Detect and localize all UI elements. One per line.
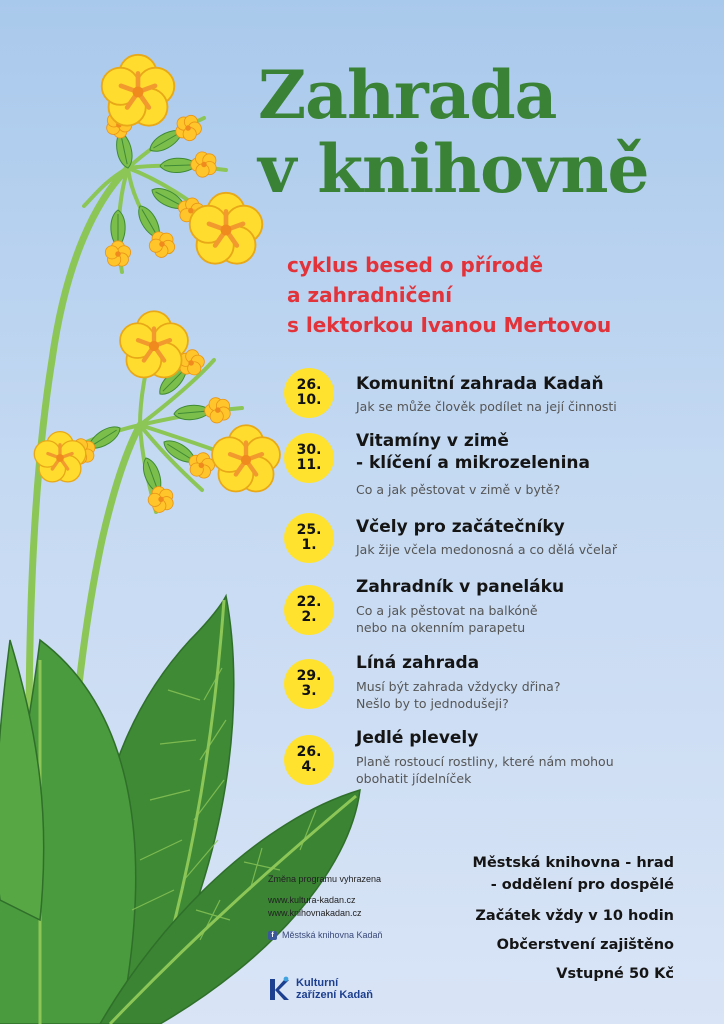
event-desc-line: obohatit jídelníček xyxy=(356,771,472,786)
logo-line-1: Kulturní xyxy=(296,977,339,989)
website-link[interactable]: www.kultura-kadan.cz xyxy=(268,895,356,905)
subtitle xyxy=(287,250,611,340)
facebook-label: Městská knihovna Kadaň xyxy=(282,930,383,940)
date-day: 22. xyxy=(296,594,322,610)
event-title-line: Včely pro začátečníky xyxy=(356,517,565,537)
event-info xyxy=(473,852,674,983)
date-month: 2. xyxy=(301,609,317,625)
facebook-link[interactable] xyxy=(268,930,383,940)
k-logo-icon xyxy=(268,976,290,1002)
event-title-line: Komunitní zahrada Kadaň xyxy=(356,374,604,394)
refreshment-note: Občerstvení zajištěno xyxy=(496,937,674,953)
event-desc-line: Planě rostoucí rostliny, které nám mohou xyxy=(356,754,614,769)
event-title-line: Vitamíny v zimě xyxy=(356,431,509,451)
date-badge xyxy=(284,659,334,709)
start-time: Začátek vždy v 10 hodin xyxy=(475,908,674,924)
event-desc-line: Jak žije včela medonosná a co dělá včelař xyxy=(356,542,617,557)
event-description xyxy=(356,541,716,558)
location xyxy=(473,852,674,896)
date-day: 25. xyxy=(296,522,322,538)
event-description xyxy=(356,398,716,415)
poster-title xyxy=(258,58,648,206)
web-links xyxy=(268,894,383,920)
date-day: 26. xyxy=(296,744,322,760)
website-link[interactable]: www.knihovnakadan.cz xyxy=(268,908,362,918)
event-title xyxy=(356,373,716,395)
event-desc-line: Co a jak pěstovat v zimě v bytě? xyxy=(356,482,561,497)
footer-notes xyxy=(268,874,383,940)
event-description xyxy=(356,481,716,498)
date-badge xyxy=(284,513,334,563)
event-title-line: Zahradník v paneláku xyxy=(356,577,565,597)
date-badge xyxy=(284,735,334,785)
entry-fee: Vstupné 50 Kč xyxy=(556,966,674,982)
logo-text xyxy=(296,977,373,1001)
event-desc-line: Co a jak pěstovat na balkóně xyxy=(356,603,538,618)
event-title xyxy=(356,727,716,749)
event-description xyxy=(356,678,716,712)
subtitle-line-3: s lektorkou Ivanou Mertovou xyxy=(287,313,612,337)
event-desc-line: Musí být zahrada vždycky dřina? xyxy=(356,679,561,694)
event-title xyxy=(356,516,716,538)
location-line-1: Městská knihovna - hrad xyxy=(472,855,674,871)
event-description xyxy=(356,753,716,787)
subtitle-line-1: cyklus besed o přírodě xyxy=(287,253,544,277)
date-month: 11. xyxy=(296,457,322,473)
program-change-note: Změna programu vyhrazena xyxy=(268,874,382,884)
date-day: 30. xyxy=(296,442,322,458)
event-desc-line: nebo na okenním parapetu xyxy=(356,620,526,635)
subtitle-line-2: a zahradničení xyxy=(287,283,453,307)
date-badge xyxy=(284,585,334,635)
date-badge xyxy=(284,433,334,483)
date-month: 3. xyxy=(301,683,317,699)
event-title-line: - klíčení a mikrozelenina xyxy=(356,453,590,473)
title-line-1: Zahrada xyxy=(258,56,557,134)
date-month: 1. xyxy=(301,537,317,553)
event-title-line: Líná zahrada xyxy=(356,653,480,673)
event-description xyxy=(356,602,716,636)
title-line-2: v knihovně xyxy=(258,130,649,208)
event-desc-line: Nešlo by to jednodušeji? xyxy=(356,696,509,711)
event-title xyxy=(356,430,716,474)
logo-line-2: zařízení Kadaň xyxy=(296,989,374,1001)
event-title xyxy=(356,576,716,598)
event-title xyxy=(356,652,716,674)
location-line-2: - oddělení pro dospělé xyxy=(490,877,674,893)
organizer-logo xyxy=(268,976,373,1002)
date-day: 29. xyxy=(296,668,322,684)
date-month: 4. xyxy=(301,759,317,775)
date-badge xyxy=(284,368,334,418)
date-month: 10. xyxy=(296,392,322,408)
date-day: 26. xyxy=(296,377,322,393)
event-desc-line: Jak se může člověk podílet na její činnosti xyxy=(356,399,617,414)
event-title-line: Jedlé plevely xyxy=(356,728,479,748)
facebook-icon: f xyxy=(268,931,277,940)
